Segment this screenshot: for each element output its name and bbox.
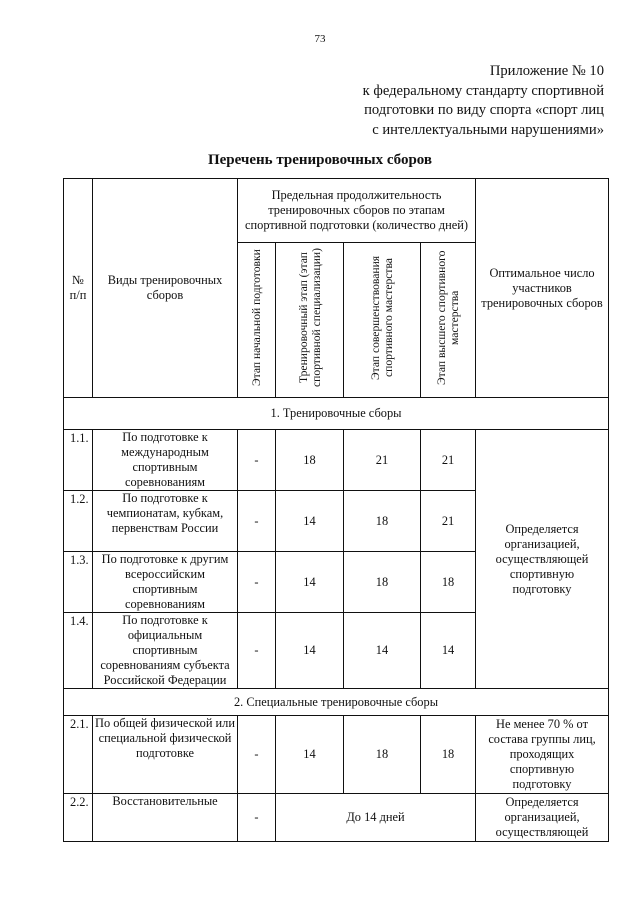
appendix-header — [363, 62, 604, 140]
header-stage-improvement: Этап совершенствования спортивного мастерства — [344, 243, 421, 398]
row-number: 1.2. — [64, 491, 93, 552]
header-stage-training: Тренировочный этап (этап спортивной специализации) — [276, 243, 344, 398]
row-stage1: - — [238, 716, 276, 794]
row-stage4: 14 — [421, 613, 476, 689]
header-optimal: Оптимальное число участников тренировочных сборов — [476, 179, 609, 398]
row-stage1: - — [238, 794, 276, 842]
row-stage1: - — [238, 491, 276, 552]
row-number: 1.1. — [64, 430, 93, 491]
header-num: № п/п — [64, 179, 93, 398]
row-stages-merged: До 14 дней — [276, 794, 476, 842]
appendix-line: к федеральному стандарту спортивной — [362, 82, 604, 99]
header-stage-higher: Этап высшего спортивного мастерства — [421, 243, 476, 398]
row-kind: По подготовке к чемпионатам, кубкам, первенствам России — [93, 491, 238, 552]
header-duration-group: Предельная продолжительность тренировочных сборов по этапам спортивной подготовки (количество дней) — [238, 179, 476, 243]
row-number: 2.2. — [64, 794, 93, 842]
row-kind: По общей физической или специальной физической подготовке — [93, 716, 238, 794]
row-stage4: 18 — [421, 552, 476, 613]
section-title: 1. Тренировочные сборы — [64, 398, 609, 430]
document-title: Перечень тренировочных сборов — [207, 152, 433, 168]
row-stage3: 21 — [344, 430, 421, 491]
appendix-line: подготовки по виду спорта «спорт лиц — [364, 102, 604, 118]
row-stage4: 21 — [421, 430, 476, 491]
header-kind: Виды тренировочных сборов — [93, 179, 238, 398]
table-row — [64, 794, 609, 842]
row-stage1: - — [238, 430, 276, 491]
row-kind: По подготовке к официальным спортивным соревнованиям субъекта Российской Федерации — [93, 613, 238, 689]
table-row — [64, 430, 609, 491]
row-optimal: Определяется организацией, осуществляющей — [476, 794, 609, 842]
row-number: 1.4. — [64, 613, 93, 689]
row-stage3: 18 — [344, 552, 421, 613]
row-stage4: 21 — [421, 491, 476, 552]
row-stage2: 14 — [276, 491, 344, 552]
row-stage2: 14 — [276, 716, 344, 794]
row-stage3: 18 — [344, 716, 421, 794]
row-number: 1.3. — [64, 552, 93, 613]
table-row — [64, 716, 609, 794]
row-stage2: 18 — [276, 430, 344, 491]
row-optimal-merged: Определяется организацией, осуществляющей спортивную подготовку — [476, 430, 609, 689]
row-stage2: 14 — [276, 552, 344, 613]
page-number: 73 — [314, 33, 326, 45]
row-kind: По подготовке к другим всероссийским спортивным соревнованиям — [93, 552, 238, 613]
row-optimal: Не менее 70 % от состава группы лиц, проходящих спортивную подготовку — [476, 716, 609, 794]
row-stage1: - — [238, 613, 276, 689]
training-camps-table — [63, 178, 609, 842]
row-number: 2.1. — [64, 716, 93, 794]
row-stage1: - — [238, 552, 276, 613]
section-title: 2. Специальные тренировочные сборы — [64, 689, 609, 716]
appendix-line: Приложение № 10 — [489, 63, 604, 79]
row-kind: Восстановительные — [93, 794, 238, 842]
appendix-line: с интеллектуальными нарушениями» — [372, 121, 604, 138]
row-kind: По подготовке к международным спортивным соревнованиям — [93, 430, 238, 491]
row-stage4: 18 — [421, 716, 476, 794]
row-stage3: 14 — [344, 613, 421, 689]
row-stage2: 14 — [276, 613, 344, 689]
row-stage3: 18 — [344, 491, 421, 552]
header-stage-initial: Этап начальной подготовки — [238, 243, 276, 398]
